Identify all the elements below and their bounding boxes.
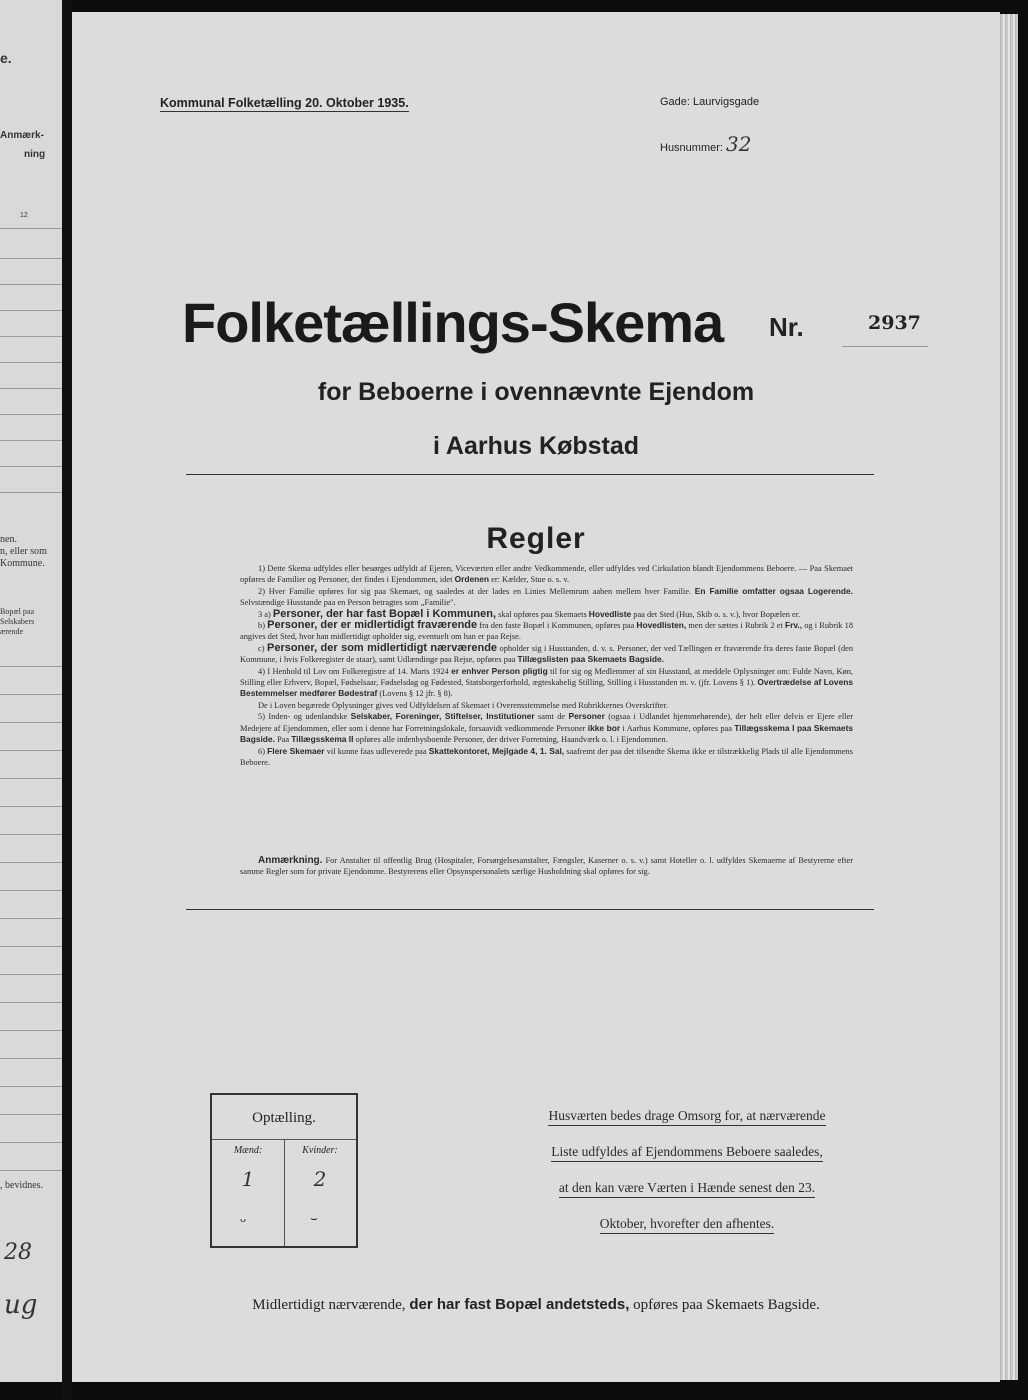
left-page-note3: Kommune.	[0, 558, 45, 569]
left-page-bevidnes: , bevidnes.	[0, 1180, 44, 1191]
landlord-notice	[512, 1098, 862, 1242]
kvinder-check-mark: ⌣	[310, 1211, 318, 1225]
footer-note	[72, 1296, 1000, 1314]
rule-4b: De i Loven begærede Oplysninger gives ved Udfyldelsen af Skemaet i Overensstemmelse med Rubrikkernes Overskrifter.	[258, 700, 669, 710]
header-census-title: Kommunal Folketælling 20. Oktober 1935.	[160, 96, 409, 110]
left-page-hand2: ug	[4, 1290, 38, 1320]
left-page-note6: ærende	[0, 627, 24, 636]
left-page-col-no: 12	[20, 212, 28, 219]
rule-3b: b) Personer, der er midlertidigt fraværende fra den faste Bopæl i Kommunen, opføres paa Hovedlisten, men der sættes i Rubrik 2 et Frv., og i Rubrik 18 angives det Sted, hvor han midlertidigt opholder sig, eventuelt om han er paa Rejse.	[240, 619, 854, 642]
footer-post: opføres paa Skemaets Bagside.	[633, 1297, 820, 1313]
nr-value: 2937	[868, 312, 921, 334]
left-page-note5: Selskabers	[0, 617, 35, 626]
rule-3c: c) Personer, der som midlertidigt nærværende opholder sig i Husstanden, d. v. s. Personer, der ved Tællingen er fraværende fra deres faste Bopæl (den Kommune, i hvis Folkeregister de staar), samt Udlændinge paa Rejse, opføres paa Tillægslisten paa Skemaets Bagside.	[240, 641, 854, 665]
left-page-anm2: ning	[24, 149, 46, 160]
husnummer-row	[660, 132, 751, 156]
gade-label: Gade:	[660, 96, 690, 108]
rule-4: 4) I Henhold til Lov om Folkeregistre af 14. Marts 1924 er enhver Person pligtig til for sig og Medlemmer af sin Husstand, at meddele Oplysninger om: Fulde Navn, Køn, Stilling eller Erhverv, Bopæl, Fødselsaar, Fødselsdag og Fødested, Statsborgerforhold, ægteskabelig Stilling, Stilling i Husstanden m. v. (jfr. Lovens § 1). Overtrædelse af Lovens Bestemmelser medfører Bødestraf (Lovens § 12 jfr. § 8).	[240, 665, 854, 699]
rule-2: 2) Hver Familie opføres for sig paa Skemaet, og saaledes at der lades en Linies Mellemrum aaben mellem hver Familie. En Familie omfatter ogsaa Logerende. Selvstændige Husstande paa en Person betragtes som „Familie".	[240, 585, 854, 608]
census-form-page	[72, 12, 1000, 1382]
notice-line-3: at den kan være Værten i Hænde senest den 23.	[559, 1179, 815, 1198]
footer-bold: der har fast Bopæl andetsteds,	[409, 1296, 630, 1313]
anmaerkning-label: Anmærkning.	[258, 855, 323, 866]
kvinder-label: Kvinder:	[302, 1145, 338, 1156]
husnummer-label: Husnummer:	[660, 142, 723, 154]
left-page-fragment	[0, 0, 63, 1382]
left-page-note4: Bopæl paa	[0, 607, 34, 616]
nr-label: Nr.	[769, 312, 804, 342]
kvinder-value: 2	[313, 1167, 327, 1191]
regler-heading: Regler	[486, 522, 586, 555]
anmaerkning-body: For Anstalter til offentlig Brug (Hospitaler, Forsørgelsesanstalter, Fængsler, Kaserner o. s. v.) samt Hoteller o. l. udfyldes Skemaerne af Bestyrerne efter samme Regler som for private Ejendomme. Bestyrerens eller Opsynspersonalets særlige Husholdning skal opføres for sig.	[240, 856, 854, 877]
divider-bottom	[186, 909, 874, 910]
subtitle-beboerne: for Beboerne i ovennævnte Ejendom	[317, 378, 755, 406]
left-page-hand1: 28	[4, 1240, 32, 1265]
binding-gap	[62, 0, 72, 1400]
maend-value: 1	[241, 1167, 255, 1191]
notice-line-1: Husværten bedes drage Omsorg for, at nærværende	[548, 1107, 825, 1126]
husnummer-value: 32	[726, 132, 752, 156]
rule-5: 5) Inden- og udenlandske Selskaber, Foreninger, Stiftelser, Institutioner samt de Personer (ogsaa i Udlandet hjemmehørende), der helt eller delvis er Ejere eller Medejere af Ejendommen, eller som i denne har Forretningslokale, forsaavidt vedkommende Personer ikke bor i Aarhus Kommune, opføres paa Tillægsskema I paa Skemaets Bagside. Paa Tillægsskema II opføres alle indenbysboende Personer, der driver Forretning, Haandværk o. l. i Ejendommen.	[240, 711, 854, 745]
notice-line-4: Oktober, hvorefter den afhentes.	[600, 1215, 775, 1234]
left-page-anm1: Anmærk-	[0, 130, 44, 141]
nr-underline	[842, 346, 928, 347]
rule-3a: 3 a) Personer, der har fast Bopæl i Kommunen, skal opføres paa Skemaets Hovedliste paa det Sted (Hus, Skib o. s. v.), hvor Bopælen er.	[258, 607, 801, 620]
rule-6: 6) Flere Skemaer vil kunne faas udleverede paa Skattekontoret, Mejlgade 4, 1. Sal, saafremt der paa det tilsendte Skema ikke er tilstrækkelig Plads til alle Ejendommens Beboere.	[240, 745, 854, 767]
footer-pre: Midlertidigt nærværende,	[252, 1297, 406, 1313]
maend-label: Mænd:	[233, 1145, 263, 1156]
anmaerkning-text	[240, 855, 853, 878]
optaelling-title: Optælling.	[252, 1110, 316, 1126]
form-title: Folketællings-Skema	[182, 291, 724, 354]
rule-1: 1) Dette Skema udfyldes eller besørges udfyldt af Ejeren, Viceværten eller andre Vedkommende, eller udfyldes ved Cirkulation blandt Ejendommens Beboere. — Paa Skemaet opføres de Familier og Personer, der findes i Ejendommen, idet Ordenen er: Kælder, Stue o. s. v.	[240, 564, 853, 585]
optaelling-box	[210, 1093, 358, 1248]
maend-check-mark: ᴗ	[240, 1211, 246, 1225]
rules-text	[240, 563, 853, 768]
left-page-note2: n, eller som	[0, 546, 47, 557]
divider-top	[186, 474, 874, 475]
subtitle-aarhus: i Aarhus Købstad	[432, 432, 640, 460]
left-page-note1: nen.	[0, 534, 17, 545]
notice-line-2: Liste udfyldes af Ejendommens Beboere saaledes,	[551, 1143, 822, 1162]
gade-row	[660, 96, 759, 108]
left-page-letter: e.	[0, 50, 12, 66]
gade-value: Laurvigsgade	[693, 96, 760, 108]
